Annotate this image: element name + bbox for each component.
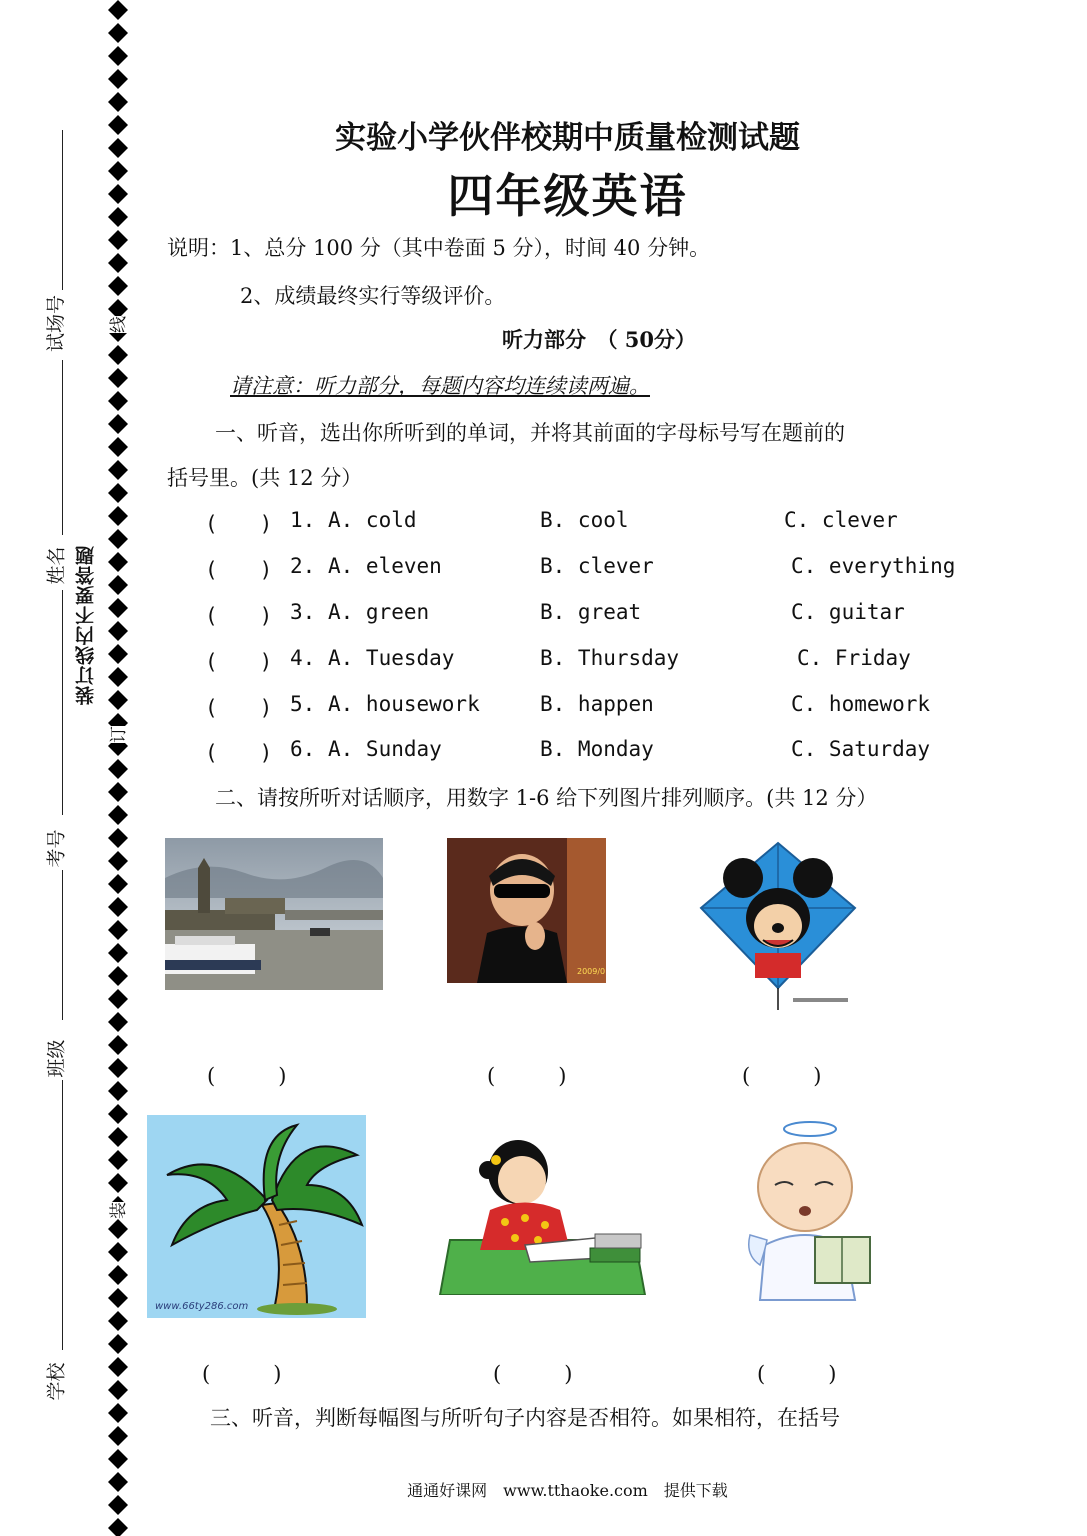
question-number: 6. [290, 737, 316, 761]
bind-char-line: 线 [104, 316, 129, 333]
exam-no-label: 考号 [45, 829, 68, 868]
binding-diamond [108, 1081, 128, 1101]
london-river-photo [165, 838, 383, 990]
binding-diamond [108, 1058, 128, 1078]
class-line [62, 870, 63, 1020]
option-a: A. eleven [328, 554, 442, 578]
option-c: C. guitar [791, 600, 905, 624]
binding-diamond [108, 943, 128, 963]
binding-diamond [108, 391, 128, 411]
binding-diamond [108, 253, 128, 273]
answer-paren[interactable]: ( ) [205, 741, 273, 765]
question-number: 3. [290, 600, 316, 624]
exam-subtitle: 实验小学伙伴校期中质量检测试题 [335, 120, 800, 156]
option-b: B. clever [540, 554, 654, 578]
binding-diamond [108, 897, 128, 917]
binding-diamond [108, 782, 128, 802]
question-row-6 [0, 737, 1087, 767]
option-b: B. cool [540, 508, 629, 532]
binding-diamond [108, 414, 128, 434]
mickey-kite [693, 838, 863, 1013]
binding-diamond [108, 1518, 128, 1536]
option-c: C. everything [791, 554, 956, 578]
instruction-line-2: 2、成绩最终实行等级评价。 [240, 284, 506, 308]
no-answer-warning: 装订线内不要答题 [75, 545, 97, 705]
binding-diamond [108, 46, 128, 66]
binding-diamond [108, 1035, 128, 1055]
binding-diamond [108, 1311, 128, 1331]
binding-diamond [108, 1265, 128, 1285]
option-a: A. cold [328, 508, 417, 532]
option-a: A. Sunday [328, 737, 442, 761]
binding-diamond [108, 1334, 128, 1354]
option-b: B. Monday [540, 737, 654, 761]
part1-instruction-line-1: 一、听音，选出你所听到的单词，并将其前面的字母标号写在题前的 [215, 421, 845, 445]
exam-title: 四年级英语 [447, 169, 688, 223]
picture-6-answer[interactable]: ( ) [757, 1362, 837, 1386]
question-row-3 [0, 600, 1087, 630]
picture-2-answer[interactable]: ( ) [487, 1064, 567, 1088]
option-a: A. housework [328, 692, 480, 716]
part3-instruction: 三、听音，判断每幅图与所听句子内容是否相符。如果相符，在括号 [210, 1406, 840, 1430]
binding-diamond [108, 1449, 128, 1469]
binding-diamond [108, 1403, 128, 1423]
binding-diamond [108, 230, 128, 250]
binding-diamond [108, 1127, 128, 1147]
binding-diamond [108, 1012, 128, 1032]
option-c: C. clever [784, 508, 898, 532]
binding-diamond [108, 1357, 128, 1377]
listening-section-title: 听力部分 （ 50分） [502, 327, 697, 352]
question-row-2 [0, 554, 1087, 584]
binding-diamond [108, 1242, 128, 1262]
listening-notice: 请注意：听力部分，每题内容均连续读两遍。 [230, 374, 650, 398]
binding-diamond [108, 69, 128, 89]
part2-instruction: 二、请按所听对话顺序，用数字 1-6 给下列图片排列顺序。(共 12 分） [215, 786, 878, 810]
picture-1-answer[interactable]: ( ) [207, 1064, 287, 1088]
school-label: 学校 [45, 1362, 68, 1401]
instruction-line-1: 说明：1、总分 100 分（其中卷面 5 分），时间 40 分钟。 [167, 236, 711, 260]
binding-diamond [108, 966, 128, 986]
option-b: B. happen [540, 692, 654, 716]
binding-diamond [108, 23, 128, 43]
bind-char-bind: 装 [104, 1202, 129, 1219]
binding-diamond [108, 1219, 128, 1239]
question-number: 4. [290, 646, 316, 670]
binding-diamond [108, 483, 128, 503]
binding-diamond [108, 368, 128, 388]
binding-diamond [108, 0, 128, 20]
answer-paren[interactable]: ( ) [205, 650, 273, 674]
name-label: 姓名 [45, 546, 68, 585]
binding-diamond [108, 874, 128, 894]
question-row-1 [0, 508, 1087, 538]
option-b: B. great [540, 600, 642, 624]
exam-room-label: 试场号 [45, 294, 68, 353]
class-label: 班级 [45, 1039, 68, 1078]
binding-diamond [108, 1288, 128, 1308]
answer-paren[interactable]: ( ) [205, 558, 273, 582]
palm-tree [147, 1115, 366, 1318]
question-number: 5. [290, 692, 316, 716]
binding-diamond [108, 1380, 128, 1400]
binding-diamond [108, 828, 128, 848]
part1-instruction-line-2: 括号里。(共 12 分） [167, 466, 363, 490]
school-line [62, 1080, 63, 1350]
binding-diamond [108, 276, 128, 296]
binding-diamond [108, 345, 128, 365]
binding-diamond [108, 989, 128, 1009]
picture-5-answer[interactable]: ( ) [493, 1362, 573, 1386]
binding-diamond [108, 437, 128, 457]
option-a: A. green [328, 600, 430, 624]
picture-4-answer[interactable]: ( ) [202, 1362, 282, 1386]
photo-date-stamp: 2009/0 [577, 967, 606, 976]
binding-diamond [108, 92, 128, 112]
binding-diamond [108, 920, 128, 940]
binding-diamond [108, 1104, 128, 1124]
picture-3-answer[interactable]: ( ) [742, 1064, 822, 1088]
option-b: B. Thursday [540, 646, 680, 670]
page-footer: 通通好课网 www.tthaoke.com 提供下载 [407, 1481, 728, 1500]
boy-sunglasses-photo [447, 838, 606, 983]
binding-diamond-border [102, 0, 134, 1536]
binding-diamond [108, 1173, 128, 1193]
option-c: C. homework [791, 692, 931, 716]
answer-paren[interactable]: ( ) [205, 604, 273, 628]
binding-diamond [108, 1150, 128, 1170]
answer-paren[interactable]: ( ) [205, 696, 273, 720]
binding-diamond [108, 851, 128, 871]
question-row-4 [0, 646, 1087, 676]
question-number: 1. [290, 508, 316, 532]
baby-angel-reading [745, 1115, 895, 1310]
answer-paren[interactable]: ( ) [205, 512, 273, 536]
palm-watermark: www.66ty286.com [155, 1301, 249, 1312]
option-c: C. Saturday [791, 737, 931, 761]
binding-diamond [108, 460, 128, 480]
question-number: 2. [290, 554, 316, 578]
question-row-5 [0, 692, 1087, 722]
option-a: A. Tuesday [328, 646, 455, 670]
binding-diamond [108, 1426, 128, 1446]
bind-char-order: 订 [104, 726, 129, 743]
binding-diamond [108, 805, 128, 825]
girl-writing-desk [430, 1130, 647, 1295]
option-c: C. Friday [797, 646, 911, 670]
